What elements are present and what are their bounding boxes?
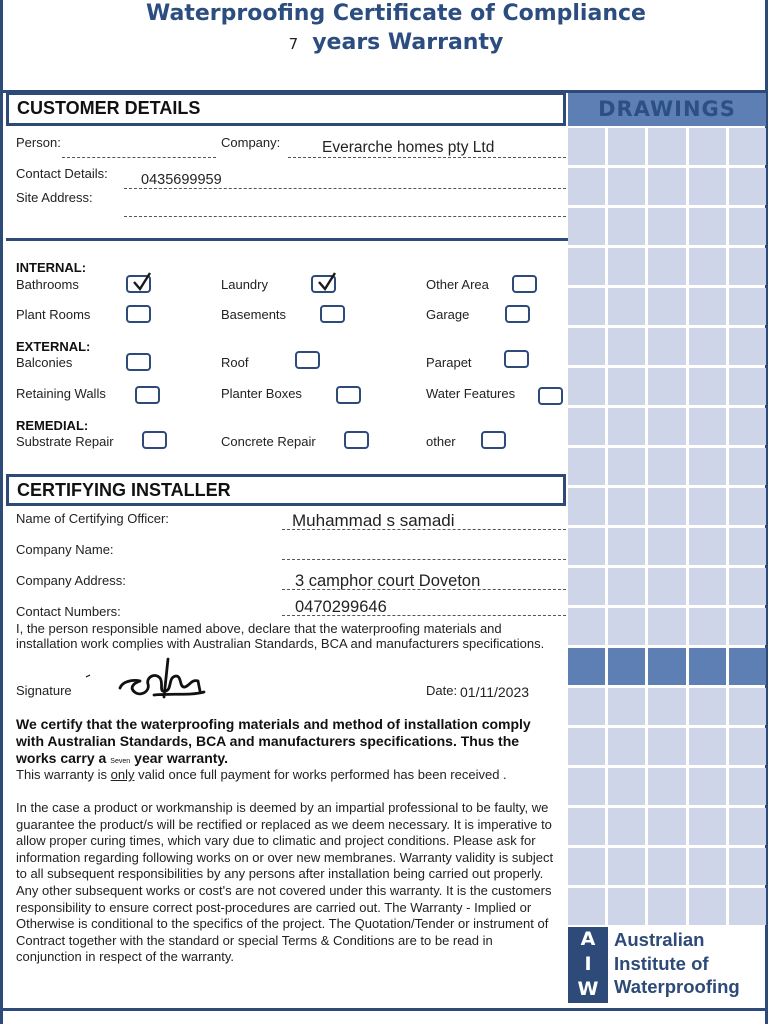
- certification-statement-text: We certify that the waterproofing materials and method of installation comply with Australian Standards, BCA and manufacturers specifications. Thus the works carry a: [16, 716, 531, 766]
- drawing-grid-cell: [568, 688, 605, 725]
- area-label-plant-rooms: Plant Rooms: [16, 307, 91, 322]
- company-address-underline: [282, 589, 566, 590]
- contact-underline: [124, 188, 566, 189]
- checkbox-substrate-repair[interactable]: [142, 431, 167, 449]
- drawing-grid-cell: [729, 128, 766, 165]
- area-label-retaining-walls: Retaining Walls: [16, 386, 106, 401]
- drawing-grid-cell: [648, 528, 685, 565]
- drawing-grid-cell: [608, 808, 645, 845]
- drawing-grid-cell: [648, 488, 685, 525]
- drawing-grid-cell: [689, 208, 726, 245]
- checkbox-bathrooms[interactable]: [126, 275, 151, 293]
- warranty-title: [0, 30, 768, 55]
- drawing-grid-cell: [729, 168, 766, 205]
- drawing-grid-cell: [648, 848, 685, 885]
- drawing-grid-cell: [568, 448, 605, 485]
- checkbox-other[interactable]: [481, 431, 506, 449]
- checkbox-plant-rooms[interactable]: [126, 305, 151, 323]
- drawing-grid-cell: [568, 168, 605, 205]
- drawing-grid-cell: [568, 608, 605, 645]
- left-border: [0, 0, 3, 1024]
- drawing-grid-cell: [608, 408, 645, 445]
- drawing-grid-cell: [689, 288, 726, 325]
- aiw-logo: [568, 927, 766, 1003]
- drawing-grid-cell: [729, 688, 766, 725]
- date-label: Date:: [426, 683, 458, 698]
- checkbox-laundry[interactable]: [311, 275, 336, 293]
- area-label-garage: Garage: [426, 307, 470, 322]
- drawing-grid-cell: [689, 848, 726, 885]
- warranty-years-number: 7: [288, 35, 299, 53]
- drawing-grid-cell: [648, 128, 685, 165]
- certifying-officer-label: Name of Certifying Officer:: [16, 511, 169, 526]
- drawing-grid-cell: [729, 448, 766, 485]
- site-address-underline: [124, 216, 566, 217]
- drawing-grid-cell: [648, 888, 685, 925]
- drawing-grid-cell: [568, 128, 605, 165]
- drawing-grid-cell: [608, 128, 645, 165]
- bottom-border: [0, 1008, 768, 1011]
- warranty-terms: In the case a product or workmanship is deemed by an impartial professional to be faulty, we guarantee the product/s will be rectified or replaced as we deem necessary. It is imperative to allow proper curing times, which vary due to climatic and project conditions. Please ask for information regarding following works on or over new membranes. Warranty validity is subject to all subsequent responsibilities by any persons after installation being carried out properly. Any other subsequent works or cost's are not covered under this warranty. It is the customers responsibility to ensure correct post-procedures are carried out. The Warranty - Implied or Otherwise is conditional to the specifics of the project. The Quotation/Tender or instrument of Contract together with the standard or special Terms & Conditions are to be read in conjunction in respect of the warranty.: [16, 800, 554, 965]
- drawing-grid-cell: [648, 808, 685, 845]
- installer-declaration: I, the person responsible named above, declare that the waterproofing materials and installation work complies with Australian Standards, BCA and manufacturers specifications.: [16, 621, 545, 652]
- drawing-grid-cell: [648, 288, 685, 325]
- checkbox-garage[interactable]: [505, 305, 530, 323]
- warranty-years-written: Seven: [110, 758, 131, 765]
- drawing-grid-cell: [608, 648, 645, 685]
- drawing-grid-cell: [568, 768, 605, 805]
- drawing-grid-cell: [648, 328, 685, 365]
- drawing-grid-cell: [608, 608, 645, 645]
- logo-letter: I: [584, 953, 592, 975]
- customer-divider: [6, 238, 568, 241]
- contact-details-label: Contact Details:: [16, 166, 108, 181]
- drawing-grid-cell: [568, 368, 605, 405]
- drawing-grid-cell: [568, 808, 605, 845]
- area-label-bathrooms: Bathrooms: [16, 277, 79, 292]
- checkbox-retaining-walls[interactable]: [135, 386, 160, 404]
- aiw-letter-block: [568, 927, 608, 1003]
- logo-letter: W: [577, 978, 599, 1000]
- payment-condition-only: only: [110, 767, 135, 782]
- drawing-grid-cell: [568, 408, 605, 445]
- area-label-roof: Roof: [221, 355, 249, 370]
- drawing-grid-cell: [568, 248, 605, 285]
- drawing-grid-cell: [608, 488, 645, 525]
- drawing-grid-cell: [608, 848, 645, 885]
- drawing-grid-cell: [729, 248, 766, 285]
- payment-condition: [16, 767, 536, 784]
- drawing-grid-cell: [729, 408, 766, 445]
- drawing-grid-cell: [648, 168, 685, 205]
- contact-numbers-label: Contact Numbers:: [16, 604, 121, 619]
- drawing-grid-cell: [689, 568, 726, 605]
- drawing-grid-cell: [608, 168, 645, 205]
- drawing-grid-cell: [729, 728, 766, 765]
- drawing-grid-cell: [689, 168, 726, 205]
- area-label-other: other: [426, 434, 456, 449]
- drawing-grid-cell: [729, 808, 766, 845]
- drawing-grid-cell: [648, 368, 685, 405]
- checkbox-water-features[interactable]: [538, 387, 563, 405]
- drawing-grid-cell: [729, 888, 766, 925]
- drawing-grid-cell: [568, 288, 605, 325]
- certifying-installer-header: CERTIFYING INSTALLER: [6, 474, 566, 506]
- drawing-grid-cell: [608, 328, 645, 365]
- person-underline: [62, 157, 216, 158]
- checkbox-concrete-repair[interactable]: [344, 431, 369, 449]
- area-label-concrete-repair: Concrete Repair: [221, 434, 316, 449]
- drawing-grid-cell: [608, 248, 645, 285]
- drawing-grid-cell: [689, 488, 726, 525]
- drawing-grid-cell: [689, 648, 726, 685]
- drawing-grid-cell: [568, 488, 605, 525]
- certificate-title: Waterproofing Certificate of Compliance: [146, 1, 646, 26]
- drawing-grid-cell: [608, 208, 645, 245]
- drawing-grid-cell: [689, 688, 726, 725]
- payment-condition-start: This warranty is: [16, 767, 108, 782]
- certifying-officer-field[interactable]: Muhammad s samadi: [292, 511, 455, 530]
- area-label-parapet: Parapet: [426, 355, 472, 370]
- area-label-basements: Basements: [221, 307, 287, 322]
- customer-details-header: CUSTOMER DETAILS: [6, 92, 566, 126]
- drawing-grid-cell: [689, 888, 726, 925]
- drawing-grid-cell: [729, 768, 766, 805]
- drawing-grid-cell: [729, 608, 766, 645]
- drawing-grid-cell: [729, 208, 766, 245]
- drawing-grid-cell: [568, 568, 605, 605]
- signature-label: Signature: [16, 683, 72, 698]
- area-label-laundry: Laundry: [221, 277, 268, 292]
- certification-statement-end: year warranty.: [134, 750, 229, 766]
- external-heading: EXTERNAL:: [16, 339, 91, 354]
- drawing-grid-cell: [648, 728, 685, 765]
- site-address-label: Site Address:: [16, 190, 93, 205]
- drawing-grid-cell: [689, 368, 726, 405]
- drawing-grid-cell: [648, 768, 685, 805]
- internal-heading: INTERNAL:: [16, 260, 87, 275]
- aiw-name: [614, 928, 740, 999]
- drawing-grid-cell: [568, 888, 605, 925]
- signature-mark: [84, 655, 209, 705]
- drawing-grid-cell: [689, 768, 726, 805]
- drawing-grid-cell: [729, 328, 766, 365]
- checkbox-parapet[interactable]: [504, 350, 529, 368]
- drawings-panel: [568, 93, 766, 926]
- drawing-grid[interactable]: [568, 128, 766, 926]
- drawing-grid-cell: [689, 408, 726, 445]
- drawing-grid-cell: [648, 608, 685, 645]
- drawing-grid-cell: [729, 648, 766, 685]
- checkbox-other-area[interactable]: [512, 275, 537, 293]
- drawing-grid-cell: [608, 448, 645, 485]
- drawing-grid-cell: [689, 248, 726, 285]
- drawing-grid-cell: [689, 448, 726, 485]
- certifying-officer-underline: [282, 529, 566, 530]
- drawing-grid-cell: [729, 848, 766, 885]
- certification-statement: [16, 716, 556, 770]
- drawing-grid-cell: [568, 528, 605, 565]
- drawing-grid-cell: [689, 128, 726, 165]
- logo-letter: A: [580, 928, 596, 950]
- drawing-grid-cell: [608, 688, 645, 725]
- warranty-title-text: years Warranty: [312, 30, 504, 55]
- checkbox-basements[interactable]: [320, 305, 345, 323]
- drawing-grid-cell: [729, 368, 766, 405]
- company-field[interactable]: Everarche homes pty Ltd: [322, 139, 495, 156]
- drawing-grid-cell: [608, 768, 645, 805]
- drawing-grid-cell: [568, 648, 605, 685]
- company-label: Company:: [221, 135, 281, 150]
- drawing-grid-cell: [648, 408, 685, 445]
- drawing-grid-cell: [648, 208, 685, 245]
- drawing-grid-cell: [729, 568, 766, 605]
- drawing-grid-cell: [568, 208, 605, 245]
- contact-numbers-field[interactable]: 0470299646: [295, 598, 387, 616]
- area-label-substrate-repair: Substrate Repair: [16, 434, 114, 449]
- checkbox-balconies[interactable]: [126, 353, 151, 371]
- area-label-water-features: Water Features: [426, 386, 516, 401]
- logo-line: Institute of: [614, 952, 709, 974]
- drawing-grid-cell: [689, 728, 726, 765]
- checkbox-roof[interactable]: [295, 351, 320, 369]
- contact-details-field[interactable]: 0435699959: [141, 172, 222, 188]
- company-address-field[interactable]: 3 camphor court Doveton: [295, 572, 481, 590]
- checkbox-planter-boxes[interactable]: [336, 386, 361, 404]
- drawing-grid-cell: [608, 888, 645, 925]
- drawing-grid-cell: [608, 728, 645, 765]
- logo-line: Waterproofing: [614, 976, 740, 997]
- drawing-grid-cell: [689, 528, 726, 565]
- drawing-grid-cell: [608, 368, 645, 405]
- drawing-grid-cell: [689, 608, 726, 645]
- area-label-other-area: Other Area: [426, 277, 489, 292]
- area-label-planter-boxes: Planter Boxes: [221, 386, 302, 401]
- drawing-grid-cell: [648, 688, 685, 725]
- drawing-grid-cell: [689, 328, 726, 365]
- logo-line: Australian: [614, 929, 705, 950]
- drawing-grid-cell: [648, 568, 685, 605]
- drawing-grid-cell: [568, 728, 605, 765]
- drawing-grid-cell: [608, 288, 645, 325]
- drawing-grid-cell: [608, 528, 645, 565]
- company-name-underline: [282, 559, 566, 560]
- drawing-grid-cell: [608, 568, 645, 605]
- drawings-title: DRAWINGS: [568, 93, 766, 126]
- date-field[interactable]: 01/11/2023: [460, 684, 530, 700]
- drawing-grid-cell: [648, 248, 685, 285]
- area-label-balconies: Balconies: [16, 355, 73, 370]
- drawing-grid-cell: [568, 848, 605, 885]
- company-address-label: Company Address:: [16, 573, 126, 588]
- drawing-grid-cell: [729, 488, 766, 525]
- person-label: Person:: [16, 135, 61, 150]
- drawing-grid-cell: [689, 808, 726, 845]
- contact-numbers-underline: [282, 615, 566, 616]
- drawing-grid-cell: [648, 448, 685, 485]
- drawing-grid-cell: [729, 528, 766, 565]
- drawing-grid-cell: [729, 288, 766, 325]
- payment-condition-end: valid once full payment for works performed has been received .: [138, 767, 507, 782]
- remedial-heading: REMEDIAL:: [16, 418, 89, 433]
- drawing-grid-cell: [648, 648, 685, 685]
- company-underline: [288, 157, 566, 158]
- drawing-grid-cell: [568, 328, 605, 365]
- company-name-label: Company Name:: [16, 542, 114, 557]
